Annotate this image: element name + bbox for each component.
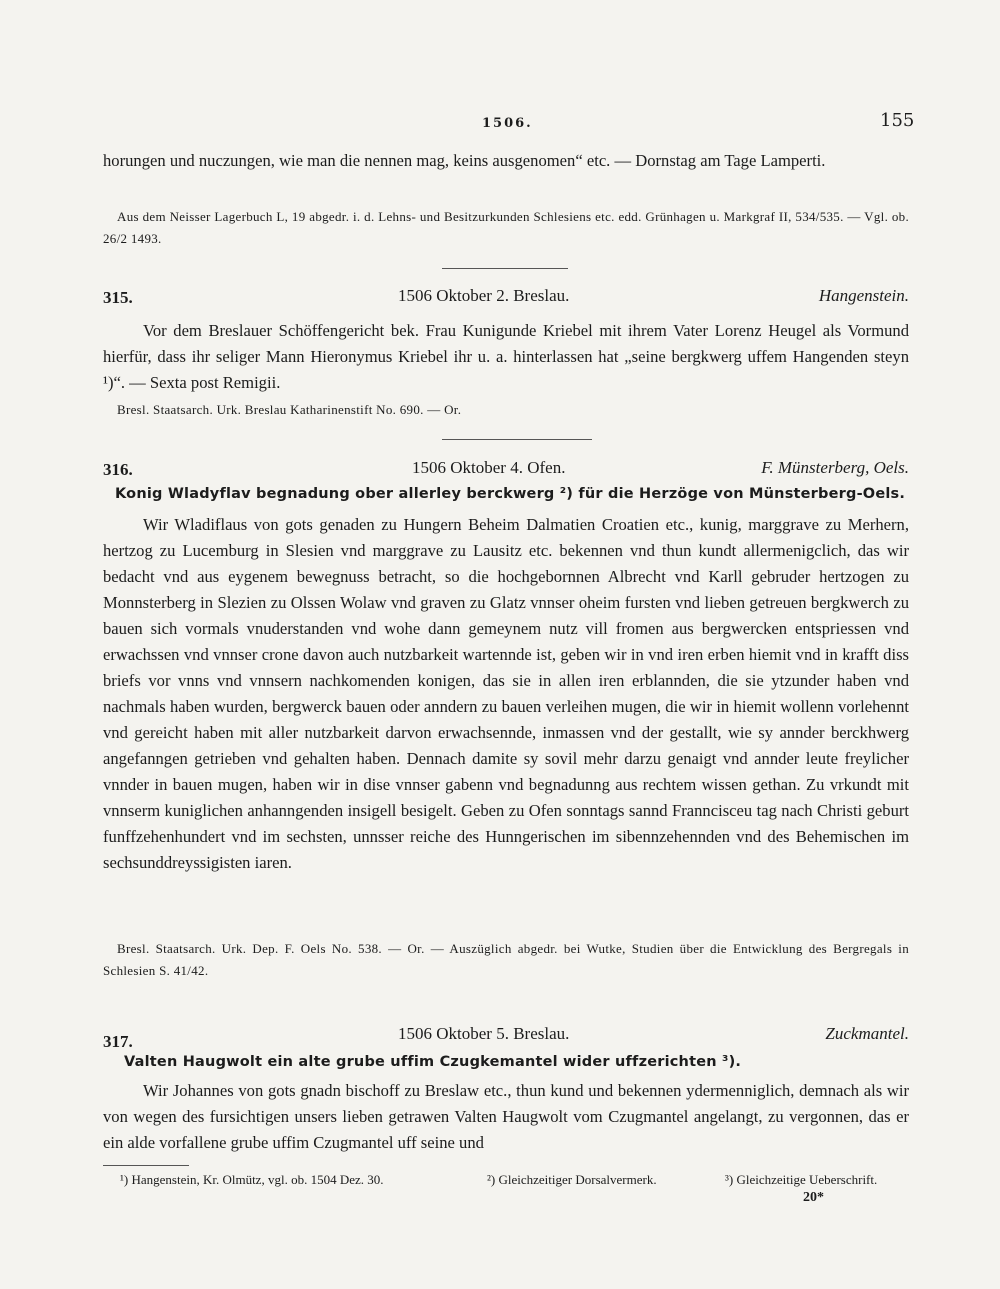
doc-315-text: Vor dem Breslauer Schöffengericht bek. Frau Kunigunde Kriebel mit ihrem Vater Lorenz Heugel als Vormund hierfür, dass ihr seliger Mann Hieronymus Kriebel ihr u. a. hinterlassen hat „seine bergkwerg uffem Hangenden steyn ¹)“. — Sexta post Remigii. — [103, 321, 909, 392]
doc-315-header — [103, 286, 909, 312]
carry-over-text: horungen und nuczungen, wie man die nennen mag, keins ausgenomen“ etc. — Dornstag am Tage Lamperti. — [103, 151, 826, 170]
footnote-rule — [103, 1165, 189, 1166]
section-divider — [442, 268, 568, 269]
doc-316-text: Wir Wladiflaus von gots genaden zu Hungern Beheim Dalmatien Croatien etc., kunig, marggrave zu Merhern, hertzog zu Lucemburg in Slesien vnd marggrave zu Lausitz etc. bekennen vnd thun kundt allermenigclich, das wir bedacht vnd aus eygenem bewegnuss betracht, so die hochgebornnen Albrecht vnd Karll gebruder hertzogen zu Monnsterberg in Slezien zu Olssen Wolaw vnd graven zu Glatz vnnser oheim fursten vnd lieben getreuen bergkwerch zu bauen sich vormals vnuderstanden vnd wohe dann gemeynem nutz vill fromen aus bergwercken entspriessen vnd erwachssen vnd vnnser crone davon auch nutzbarkeit wartennde ist, geben wir in vnd iren erben hiemit vnd in krafft diss briefs vor vnns vnd vnnsern nachkomenden konigen, das sie in allen iren erblannden, die sie ytzunder haben vnd nachmals haben wurden, bergwerck bauen oder anndern zu bauen verleihen mugen, die wir in hiemit wollenn vorlehennt vnd gereicht haben mit aller nutzbarkeit darvon erwachsennde, inmassen vnd der gestallt, wie sy annder berckhwerg angefanngen getrieben vnd gehalten haben. Dennach damite sy sovil mehr darzu genaigt vnd annder leute freylicher vnnder in bauen mugen, haben wir in dise vnnser gabenn vnd begnadunng aus rechtem wissen gethan. Zu vrkundt mit vnnserm kuniglichen anhanngenden insigell besigelt. Geben zu Ofen sonntags sannd Franncisceu tag nach Christi geburt funffzehenhundert vnd im sechsten, unnsser reiche des Hunngerischen im sibennzehennden vnd des Behemischen im sechsunddreyssigisten iaren. — [103, 515, 909, 872]
doc-place: F. Münsterberg, Oels. — [761, 458, 909, 477]
doc-317-regest: Valten Haugwolt ein alte grube uffim Czugkemantel wider uffzerichten ³). — [124, 1054, 742, 1070]
doc-316-regest: Konig Wladyflav begnadung ober allerley berckwerg ²) für die Herzöge von Münsterberg-Oels. — [115, 486, 906, 502]
page-number: 155 — [880, 110, 915, 131]
doc-date: 1506 Oktober 5. Breslau. — [398, 1024, 570, 1043]
doc-place: Zuckmantel. — [825, 1024, 909, 1043]
carry-over-source: Aus dem Neisser Lagerbuch L, 19 abgedr. i. d. Lehns- und Besitzurkunden Schlesiens etc. edd. Grünhagen u. Markgraf II, 534/535. — Vgl. ob. 26/2 1493. — [103, 209, 909, 246]
doc-316-source: Bresl. Staatsarch. Urk. Dep. F. Oels No. 538. — Or. — Auszüglich abgedr. bei Wutke, Studien über die Entwicklung des Bergregals in Schlesien S. 41/42. — [103, 941, 909, 978]
doc-date: 1506 Oktober 4. Ofen. — [412, 458, 566, 477]
page-header — [0, 110, 1000, 140]
doc-317-text: Wir Johannes von gots gnadn bischoff zu Breslaw etc., thun kund und bekennen ydermenniglich, demnach als wir von wegen des fursichtigen unsers lieben getrawen Valten Haugwolt vom Czugmantel angelangt, zu vergonnen, das er ein alde vorfallene grube uffim Czugmantel uff seine und — [103, 1081, 909, 1152]
doc-number: 315. — [103, 288, 133, 307]
doc-316-header — [103, 458, 909, 484]
footnote-1: ¹) Hangenstein, Kr. Olmütz, vgl. ob. 1504 Dez. 30. — [120, 1172, 384, 1187]
signature-mark: 20* — [803, 1190, 824, 1205]
doc-place: Hangenstein. — [818, 286, 909, 305]
doc-number: 317. — [103, 1032, 133, 1051]
footnote-2: ²) Gleichzeitiger Dorsalvermerk. — [487, 1172, 657, 1187]
section-divider — [442, 439, 592, 440]
doc-number: 316. — [103, 460, 133, 479]
doc-317-header — [103, 1024, 909, 1050]
doc-date: 1506 Oktober 2. Breslau. — [398, 286, 570, 305]
footnote-3: ³) Gleichzeitige Ueberschrift. — [725, 1172, 878, 1187]
doc-315-source: Bresl. Staatsarch. Urk. Breslau Katharinenstift No. 690. — Or. — [117, 402, 462, 417]
running-head-year: 1506. — [482, 116, 533, 131]
